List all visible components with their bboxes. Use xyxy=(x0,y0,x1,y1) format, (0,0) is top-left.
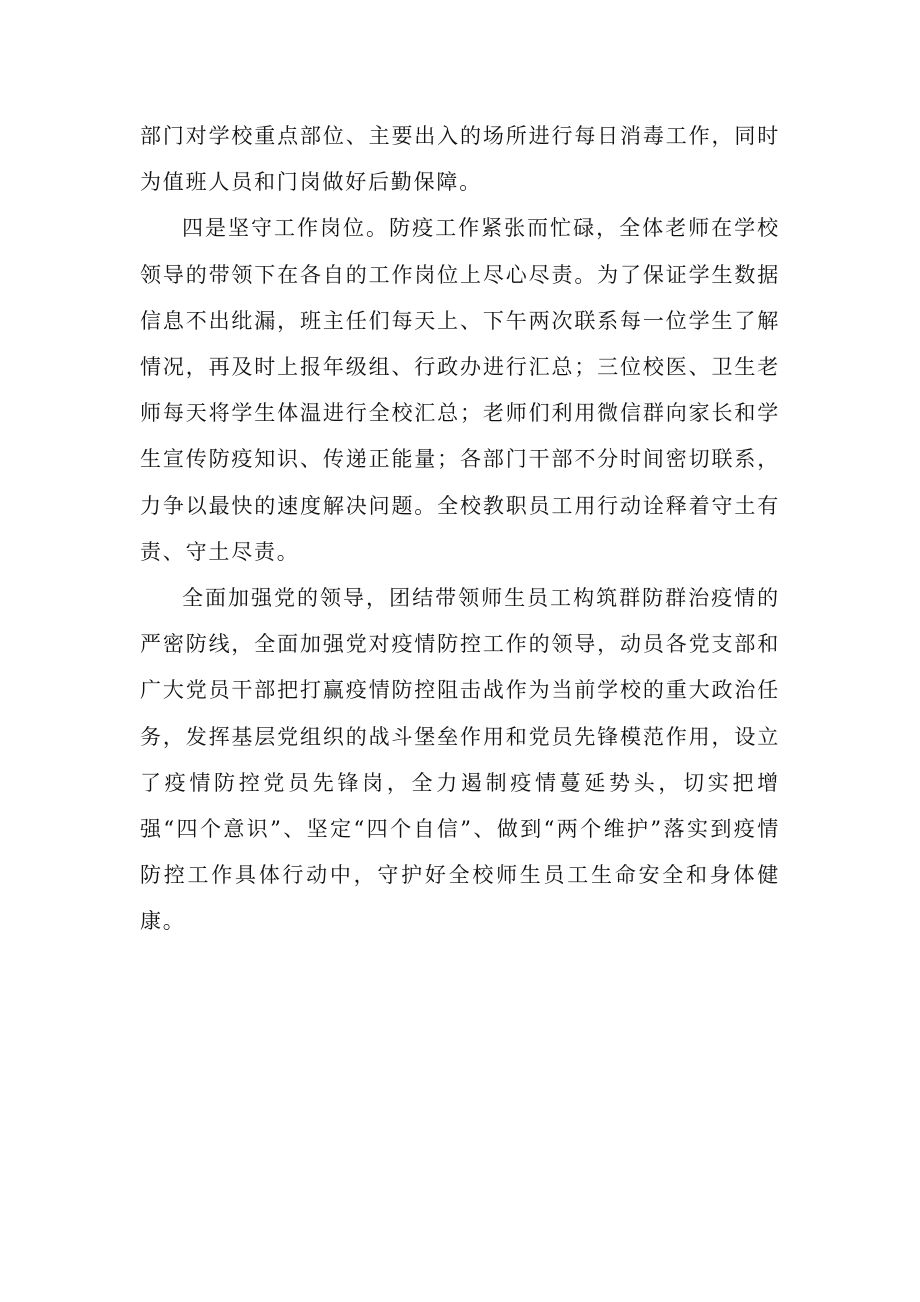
paragraph-party-leadership: 全面加强党的领导，团结带领师生员工构筑群防群治疫情的严密防线，全面加强党对疫情防控工作的领导，动员各党支部和广大党员干部把打赢疫情防控阻击战作为当前学校的重大政治任务，发挥基层党组织的战斗堡垒作用和党员先锋模范作用，设立了疫情防控党员先锋岗，全力遏制疫情蔓延势头，切实把增强“四个意识”、坚定“四个自信”、做到“两个维护”落实到疫情防控工作具体行动中，守护好全校师生员工生命安全和身体健康。 xyxy=(140,586,780,934)
document-body xyxy=(140,113,780,945)
paragraph-continued: 部门对学校重点部位、主要出入的场所进行每日消毒工作，同时为值班人员和门岗做好后勤保障。 xyxy=(140,124,780,195)
paragraph-stick-to-posts: 四是坚守工作岗位。防疫工作紧张而忙碌，全体老师在学校领导的带领下在各自的工作岗位上尽心尽责。为了保证学生数据信息不出纰漏，班主任们每天上、下午两次联系每一位学生了解情况，再及时上报年级组、行政办进行汇总；三位校医、卫生老师每天将学生体温进行全校汇总；老师们利用微信群向家长和学生宣传防疫知识、传递正能量；各部门干部不分时间密切联系，力争以最快的速度解决问题。全校教职员工用行动诠释着守土有责、守土尽责。 xyxy=(140,216,780,564)
